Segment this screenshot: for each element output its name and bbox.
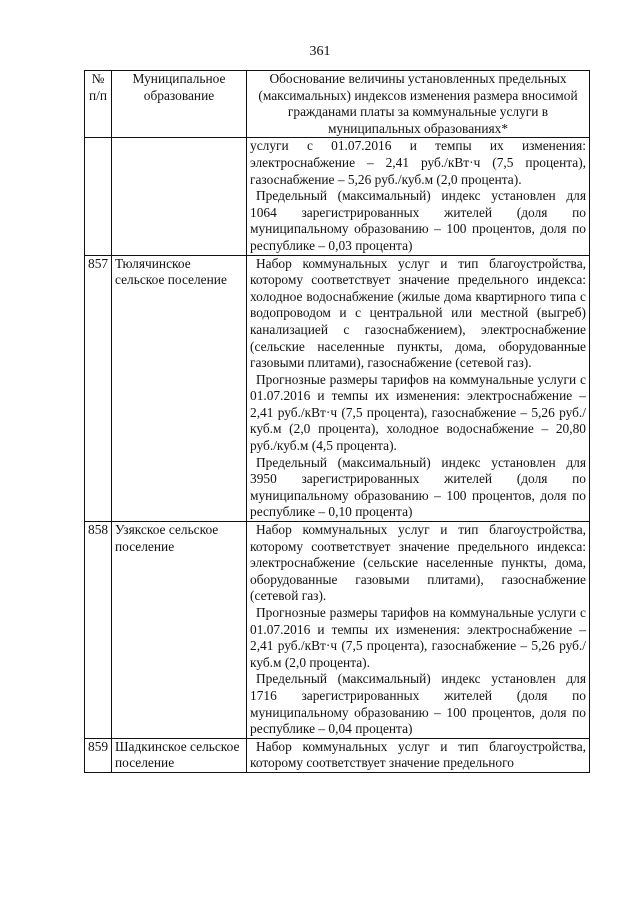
table-header-row	[85, 71, 590, 138]
table-row	[85, 255, 590, 522]
table-row	[85, 738, 590, 772]
row-justification	[247, 738, 590, 772]
row-paragraph: Предельный (максимальный) индекс установлен для 3950 зарегистрированных жителей (доля по муниципальному образованию – 100 процентов, доля по республике – 0,10 процента)	[250, 454, 586, 520]
header-municipality	[112, 71, 247, 138]
table-row	[85, 138, 590, 255]
row-paragraph: Набор коммунальных услуг и тип благоустройства, которому соответствует значение предельного индекса: холодное водоснабжение (жилые дома квартирного типа с водопроводом и с центральной или местной (выгреб) канализацией с газоснабжением), электроснабжение (сельские населенные пункты, дома, оборудованные газовыми плитами), газоснабжение (сетевой газ).	[250, 255, 586, 371]
row-municipality: Тюлячинское сельское поселение	[112, 255, 247, 522]
page-number: 361	[309, 44, 331, 59]
row-paragraph: Предельный (максимальный) индекс установлен для 1716 зарегистрированных жителей (доля по муниципальному образованию – 100 процентов, доля по республике – 0,04 процента)	[250, 671, 586, 737]
header-justification-label: Обоснование величины установленных предельных (максимальных) индексов изменения размера вносимой гражданами платы за коммунальные услуги в муниципальных образованиях*	[258, 71, 578, 136]
row-number: 858	[85, 522, 112, 739]
row-municipality: Шадкинское сельское поселение	[112, 738, 247, 772]
row-number	[85, 138, 112, 255]
row-paragraph: Прогнозные размеры тарифов на коммунальные услуги с 01.07.2016 и темпы их изменения: электроснабжение – 2,41 руб./кВт·ч (7,5 процента), газоснабжение – 5,26 руб./куб.м (2,0 процента).	[250, 605, 586, 670]
row-paragraph: Прогнозные размеры тарифов на коммунальные услуги с 01.07.2016 и темпы их изменения: электроснабжение – 2,41 руб./кВт·ч (7,5 процента), газоснабжение – 5,26 руб./куб.м (2,0 процента), холодное водоснабжение – 20,80 руб./куб.м (4,5 процента).	[250, 371, 586, 454]
header-number-label: № п/п	[88, 71, 108, 103]
row-municipality	[112, 138, 247, 255]
header-municipality-label: Муниципальное образование	[132, 71, 226, 103]
row-paragraph: услуги с 01.07.2016 и темпы их изменения: электроснабжение – 2,41 руб./кВт·ч (7,5 процента), газоснабжение – 5,26 руб./куб.м (2,0 процента).	[250, 138, 586, 187]
tariff-index-table	[84, 70, 590, 773]
row-number: 857	[85, 255, 112, 522]
header-number	[85, 71, 112, 138]
header-justification	[247, 71, 590, 138]
row-justification	[247, 255, 590, 522]
row-number: 859	[85, 738, 112, 772]
table-row	[85, 522, 590, 739]
row-justification	[247, 522, 590, 739]
row-paragraph: Набор коммунальных услуг и тип благоустройства, которому соответствует значение предельного индекса: электроснабжение (сельские населенные пункты, дома, оборудованные газовыми плитами), газоснабжение (сетевой газ).	[250, 522, 586, 604]
row-municipality: Узякское сельское поселение	[112, 522, 247, 739]
row-justification	[247, 138, 590, 255]
row-paragraph: Предельный (максимальный) индекс установлен для 1064 зарегистрированных жителей (доля по муниципальному образованию – 100 процентов, доля по республике – 0,03 процента)	[250, 188, 586, 253]
row-paragraph: Набор коммунальных услуг и тип благоустройства, которому соответствует значение предельного	[250, 738, 586, 771]
